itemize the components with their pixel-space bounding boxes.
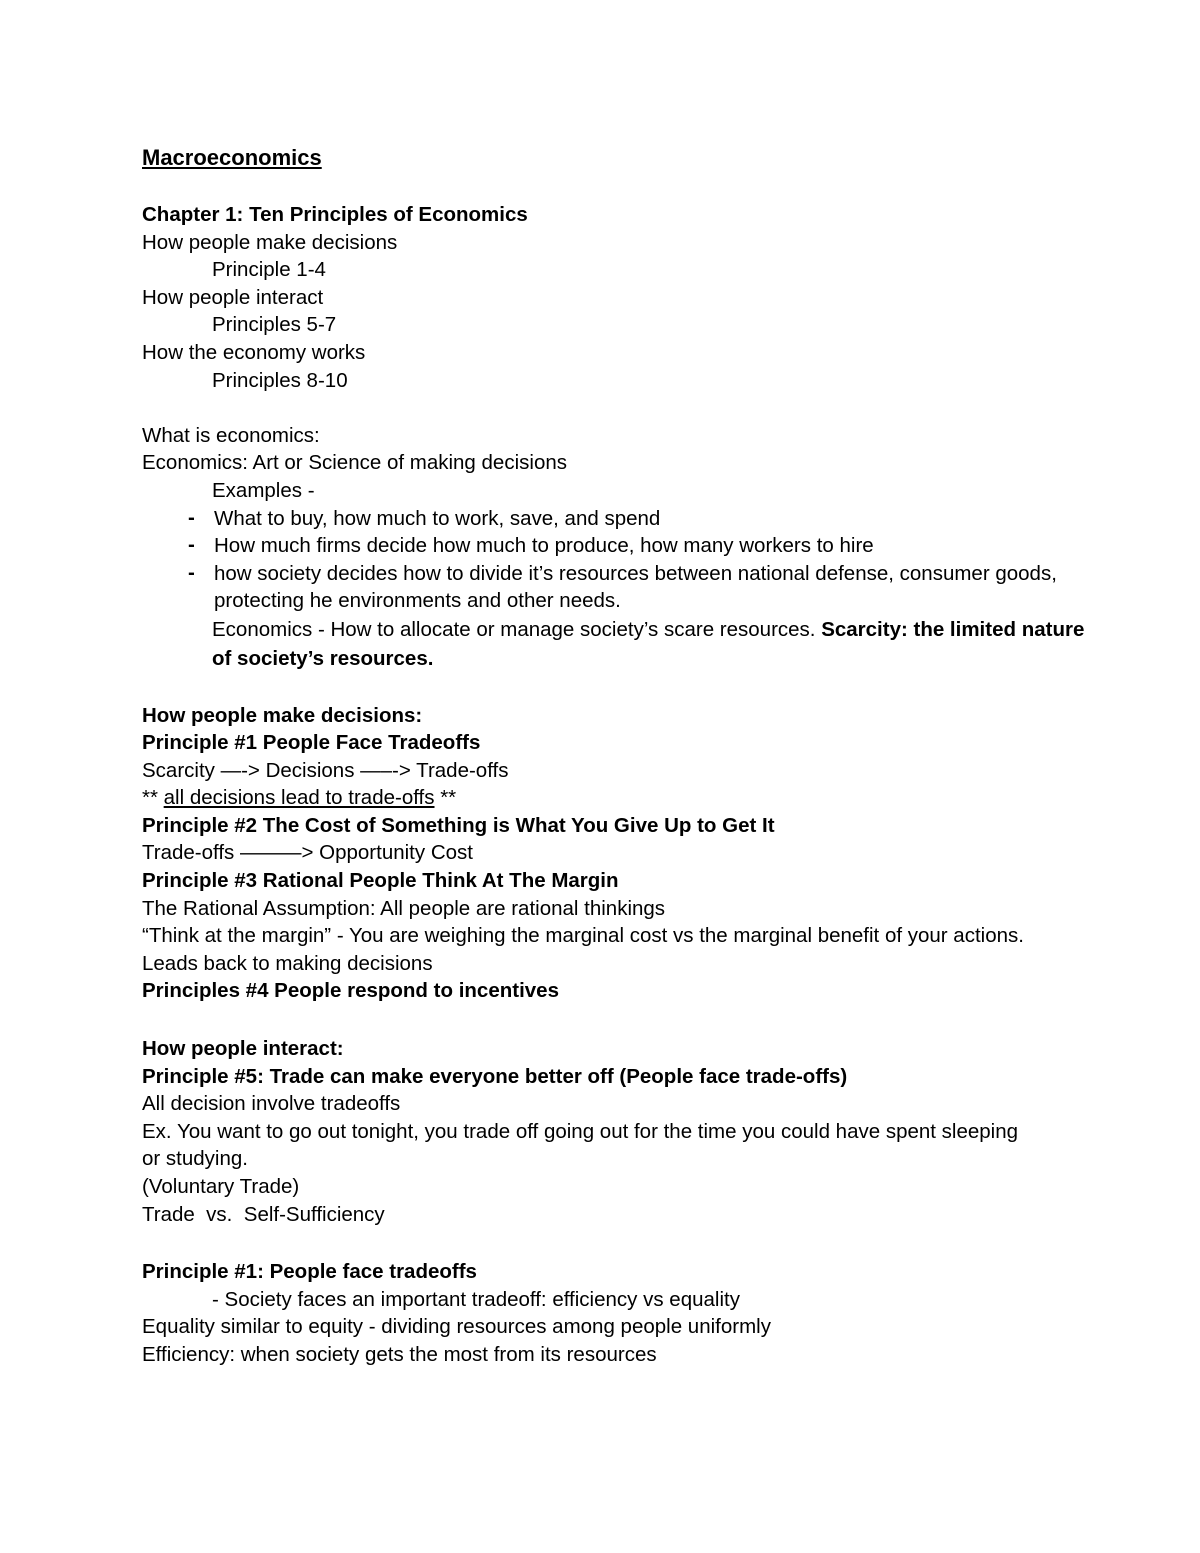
list-item-text: What to buy, how much to work, save, and spend [214, 506, 661, 530]
spacer [142, 674, 1102, 702]
list-item [142, 505, 1102, 533]
examples-label: Examples - [212, 478, 315, 502]
document-body [142, 143, 1102, 1369]
note-suffix: ** [434, 786, 457, 810]
list-item [142, 560, 1104, 615]
dash-bullet-icon: - [188, 505, 195, 529]
principle-text: - Society faces an important tradeoff: efficiency vs equality [212, 1287, 740, 1311]
spacer [142, 394, 1102, 422]
principle-text: (Voluntary Trade) [142, 1175, 300, 1198]
principle-text: All decision involve tradeoffs [142, 1092, 401, 1116]
note-underlined: all decisions lead to trade-offs [163, 786, 435, 810]
chapter-heading: Chapter 1: Ten Principles of Economics [142, 203, 528, 226]
spacer [142, 1228, 1102, 1258]
group-label: How the economy works [142, 340, 366, 364]
economics-definition: Economics: Art or Science of making decisions [142, 451, 567, 475]
list-item-text: how society decides how to divide it’s resources between national defense, consumer goods, protecting he environments and other needs. [214, 561, 1057, 613]
dash-bullet-icon: - [188, 560, 195, 584]
list-item [142, 532, 1102, 560]
note-prefix: ** [142, 786, 164, 810]
section-heading: How people make decisions: [142, 703, 423, 727]
principle-text: Trade-offs ———> Opportunity Cost [142, 841, 473, 865]
principle-text: “Think at the margin” - You are weighing the marginal cost vs the marginal benefit of your actions. [142, 924, 1024, 948]
what-is-question: What is economics: [142, 423, 320, 447]
group-sub: Principles 5-7 [212, 313, 337, 337]
spacer [142, 1005, 1102, 1035]
group-sub: Principles 8-10 [212, 368, 348, 392]
group-label: How people interact [142, 285, 324, 309]
document-title: Macroeconomics [142, 145, 322, 170]
principle-heading: Principle #5: Trade can make everyone better off (People face trade-offs) [142, 1064, 848, 1088]
economics-scarcity-paragraph [142, 615, 1092, 674]
principle-text: Ex. You want to go out tonight, you trade off going out for the time you could have spent sleeping or studying. [142, 1119, 1019, 1171]
principle-text: The Rational Assumption: All people are rational thinkings [142, 896, 666, 920]
principle-text: Trade vs. Self-Sufficiency [142, 1202, 385, 1226]
group-label: How people make decisions [142, 230, 398, 254]
scarcity-definition: Scarcity: the limited nature of society’s resources. [212, 617, 1085, 671]
principle-heading: Principle #2 The Cost of Something is What You Give Up to Get It [142, 813, 775, 837]
principle-heading: Principle #1: People face tradeoffs [142, 1260, 477, 1284]
principle-text: Scarcity —-> Decisions —–-> Trade-offs [142, 758, 509, 782]
principle-note [142, 784, 1102, 812]
principle-heading: Principle #1 People Face Tradeoffs [142, 731, 481, 755]
principle-text: Equality similar to equity - dividing resources among people uniformly [142, 1315, 771, 1339]
principle-text: Efficiency: when society gets the most from its resources [142, 1342, 657, 1366]
section-heading: How people interact: [142, 1037, 344, 1061]
economics-allocation-text: Economics - How to allocate or manage society’s scare resources. [212, 617, 822, 641]
principle-heading: Principle #3 Rational People Think At The Margin [142, 869, 619, 893]
principle-text: Leads back to making decisions [142, 951, 433, 975]
principle-heading: Principles #4 People respond to incentives [142, 979, 559, 1003]
list-item-text: How much firms decide how much to produce, how many workers to hire [214, 534, 874, 558]
dash-bullet-icon: - [188, 533, 195, 557]
group-sub: Principle 1-4 [212, 258, 326, 282]
